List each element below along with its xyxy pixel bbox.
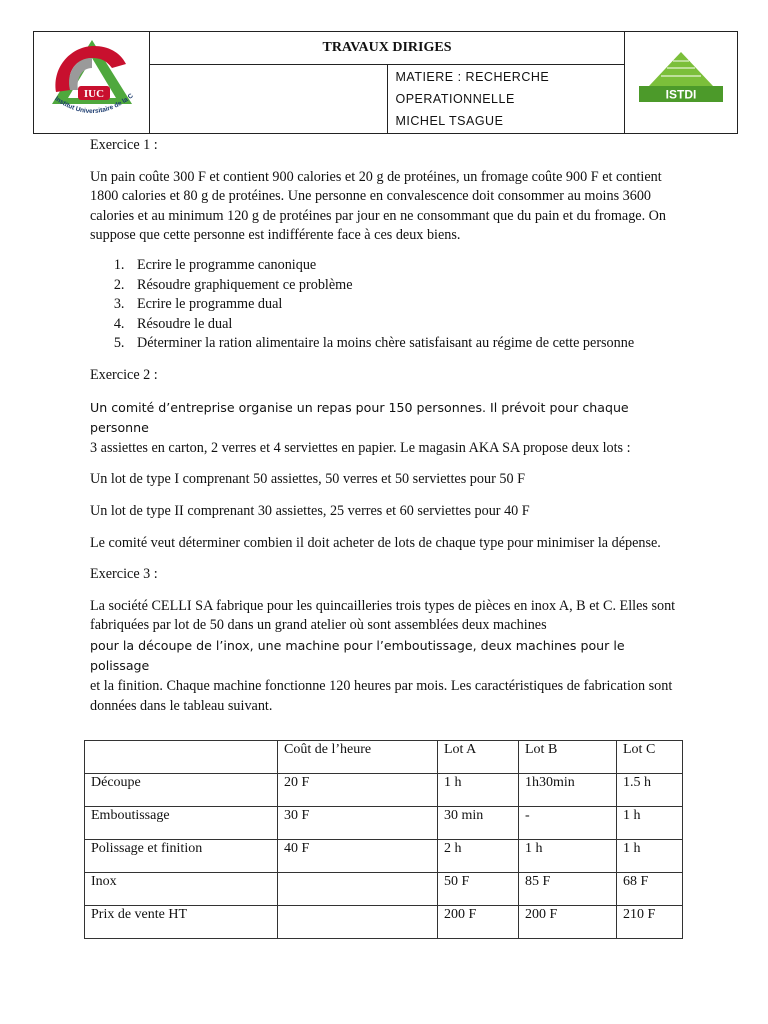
table-cell: 40 F: [278, 840, 438, 873]
header-blank-cell: [150, 65, 388, 134]
table-cell: 68 F: [617, 873, 683, 906]
table-header-row: [85, 741, 683, 774]
exercise-1-title: Exercice 1 :: [90, 137, 158, 153]
iuc-logo: [42, 34, 142, 126]
table-cell: 1 h: [519, 840, 617, 873]
exercise-2-intro: [90, 398, 680, 459]
header-subject-cell: [387, 65, 625, 134]
table-header-cell: Lot A: [438, 741, 519, 774]
table-cell: 210 F: [617, 906, 683, 939]
table-cell: -: [519, 807, 617, 840]
table-cell: 20 F: [278, 774, 438, 807]
document-body: [90, 133, 680, 716]
table-cell: 30 F: [278, 807, 438, 840]
istdi-logo-text: ISTDI: [665, 87, 697, 102]
exercise-3-text-b: pour la découpe de l’inox, une machine pour l’emboutissage, deux machines pour le polissage: [90, 637, 625, 674]
table-header-cell: Lot C: [617, 741, 683, 774]
table-cell: 1 h: [617, 807, 683, 840]
document-header: [33, 31, 738, 134]
table-cell: 50 F: [438, 873, 519, 906]
table-cell: 2 h: [438, 840, 519, 873]
exercise-3-statement: [90, 597, 680, 717]
exercise-1-questions: [90, 256, 680, 354]
table-cell: 1 h: [438, 774, 519, 807]
question-item: 2. Résoudre graphiquement ce problème: [128, 276, 680, 296]
exercise-2-goal: Le comité veut déterminer combien il doit acheter de lots de chaque type pour minimiser la dépense.: [90, 534, 661, 551]
exercise-2-lot-2: Un lot de type II comprenant 30 assiettes, 25 verres et 60 serviettes pour 40 F: [90, 502, 530, 519]
table-cell: Prix de vente HT: [85, 906, 278, 939]
table-cell: [278, 906, 438, 939]
table-cell: 1h30min: [519, 774, 617, 807]
table-header-cell: Coût de l’heure: [278, 741, 438, 774]
exercise-3-text-c: et la finition. Chaque machine fonctionne 120 heures par mois. Les caractéristiques de fabrication sont données dans le tableau suivant.: [90, 678, 673, 714]
exercise-1-statement: Un pain coûte 300 F et contient 900 calories et 20 g de protéines, un fromage coûte 900 F et contient 1800 calories et 80 g de protéines. Une personne en convalescence doit consommer au moins 3600 calories et au minimum 120 g de protéines par jour en ne consommant que du pain et du fromage. On suppose que cette personne est indifférente face à ces deux biens.: [90, 168, 667, 244]
table-header-cell: Lot B: [519, 741, 617, 774]
istdi-logo: [631, 50, 731, 110]
exercise-3-title: Exercice 3 :: [90, 566, 158, 583]
table-row: [85, 774, 683, 807]
exercise-2-intro-a: Un comité d’entreprise organise un repas pour 150 personnes. Il prévoit pour chaque personne: [90, 399, 629, 436]
table-cell: Inox: [85, 873, 278, 906]
question-item: 4. Résoudre le dual: [128, 315, 680, 335]
table-cell: Découpe: [85, 774, 278, 807]
exercise-2-title: Exercice 2 :: [90, 366, 158, 383]
iuc-logo-text: IUC: [83, 88, 104, 100]
table-cell: 1.5 h: [617, 774, 683, 807]
iuc-logo-ring-text: Institut Universitaire de la C: [52, 92, 135, 116]
table-header-cell: [85, 741, 278, 774]
table-cell: 200 F: [438, 906, 519, 939]
iuc-logo-cell: [34, 32, 150, 134]
question-item: 5. Déterminer la ration alimentaire la moins chère satisfaisant au régime de cette personne: [128, 334, 680, 354]
question-item: 1. Ecrire le programme canonique: [128, 256, 680, 276]
table-cell: 85 F: [519, 873, 617, 906]
table-cell: 200 F: [519, 906, 617, 939]
subject-line: MATIERE : RECHERCHE OPERATIONNELLE: [395, 70, 550, 106]
table-row: [85, 807, 683, 840]
table-row: [85, 906, 683, 939]
table-cell: Emboutissage: [85, 807, 278, 840]
exercise-2-intro-b: 3 assiettes en carton, 2 verres et 4 serviettes en papier. Le magasin AKA SA propose deux lots :: [90, 439, 631, 456]
fabrication-table: [84, 740, 683, 939]
table-cell: Polissage et finition: [85, 840, 278, 873]
document-title: TRAVAUX DIRIGES: [150, 32, 625, 65]
istdi-logo-cell: [625, 32, 738, 134]
table-cell: [278, 873, 438, 906]
question-item: 3. Ecrire le programme dual: [128, 295, 680, 315]
exercise-3-text-a: La société CELLI SA fabrique pour les quincailleries trois types de pièces en inox A, B et C. Elles sont fabriquées par lot de 50 dans un grand atelier où sont assemblées deux machines: [90, 597, 676, 634]
table-row: [85, 873, 683, 906]
table-cell: 30 min: [438, 807, 519, 840]
exercise-2-lot-1: Un lot de type I comprenant 50 assiettes, 50 verres et 50 serviettes pour 50 F: [90, 471, 525, 488]
table-row: [85, 840, 683, 873]
author-line: MICHEL TSAGUE: [395, 114, 504, 128]
table-cell: 1 h: [617, 840, 683, 873]
